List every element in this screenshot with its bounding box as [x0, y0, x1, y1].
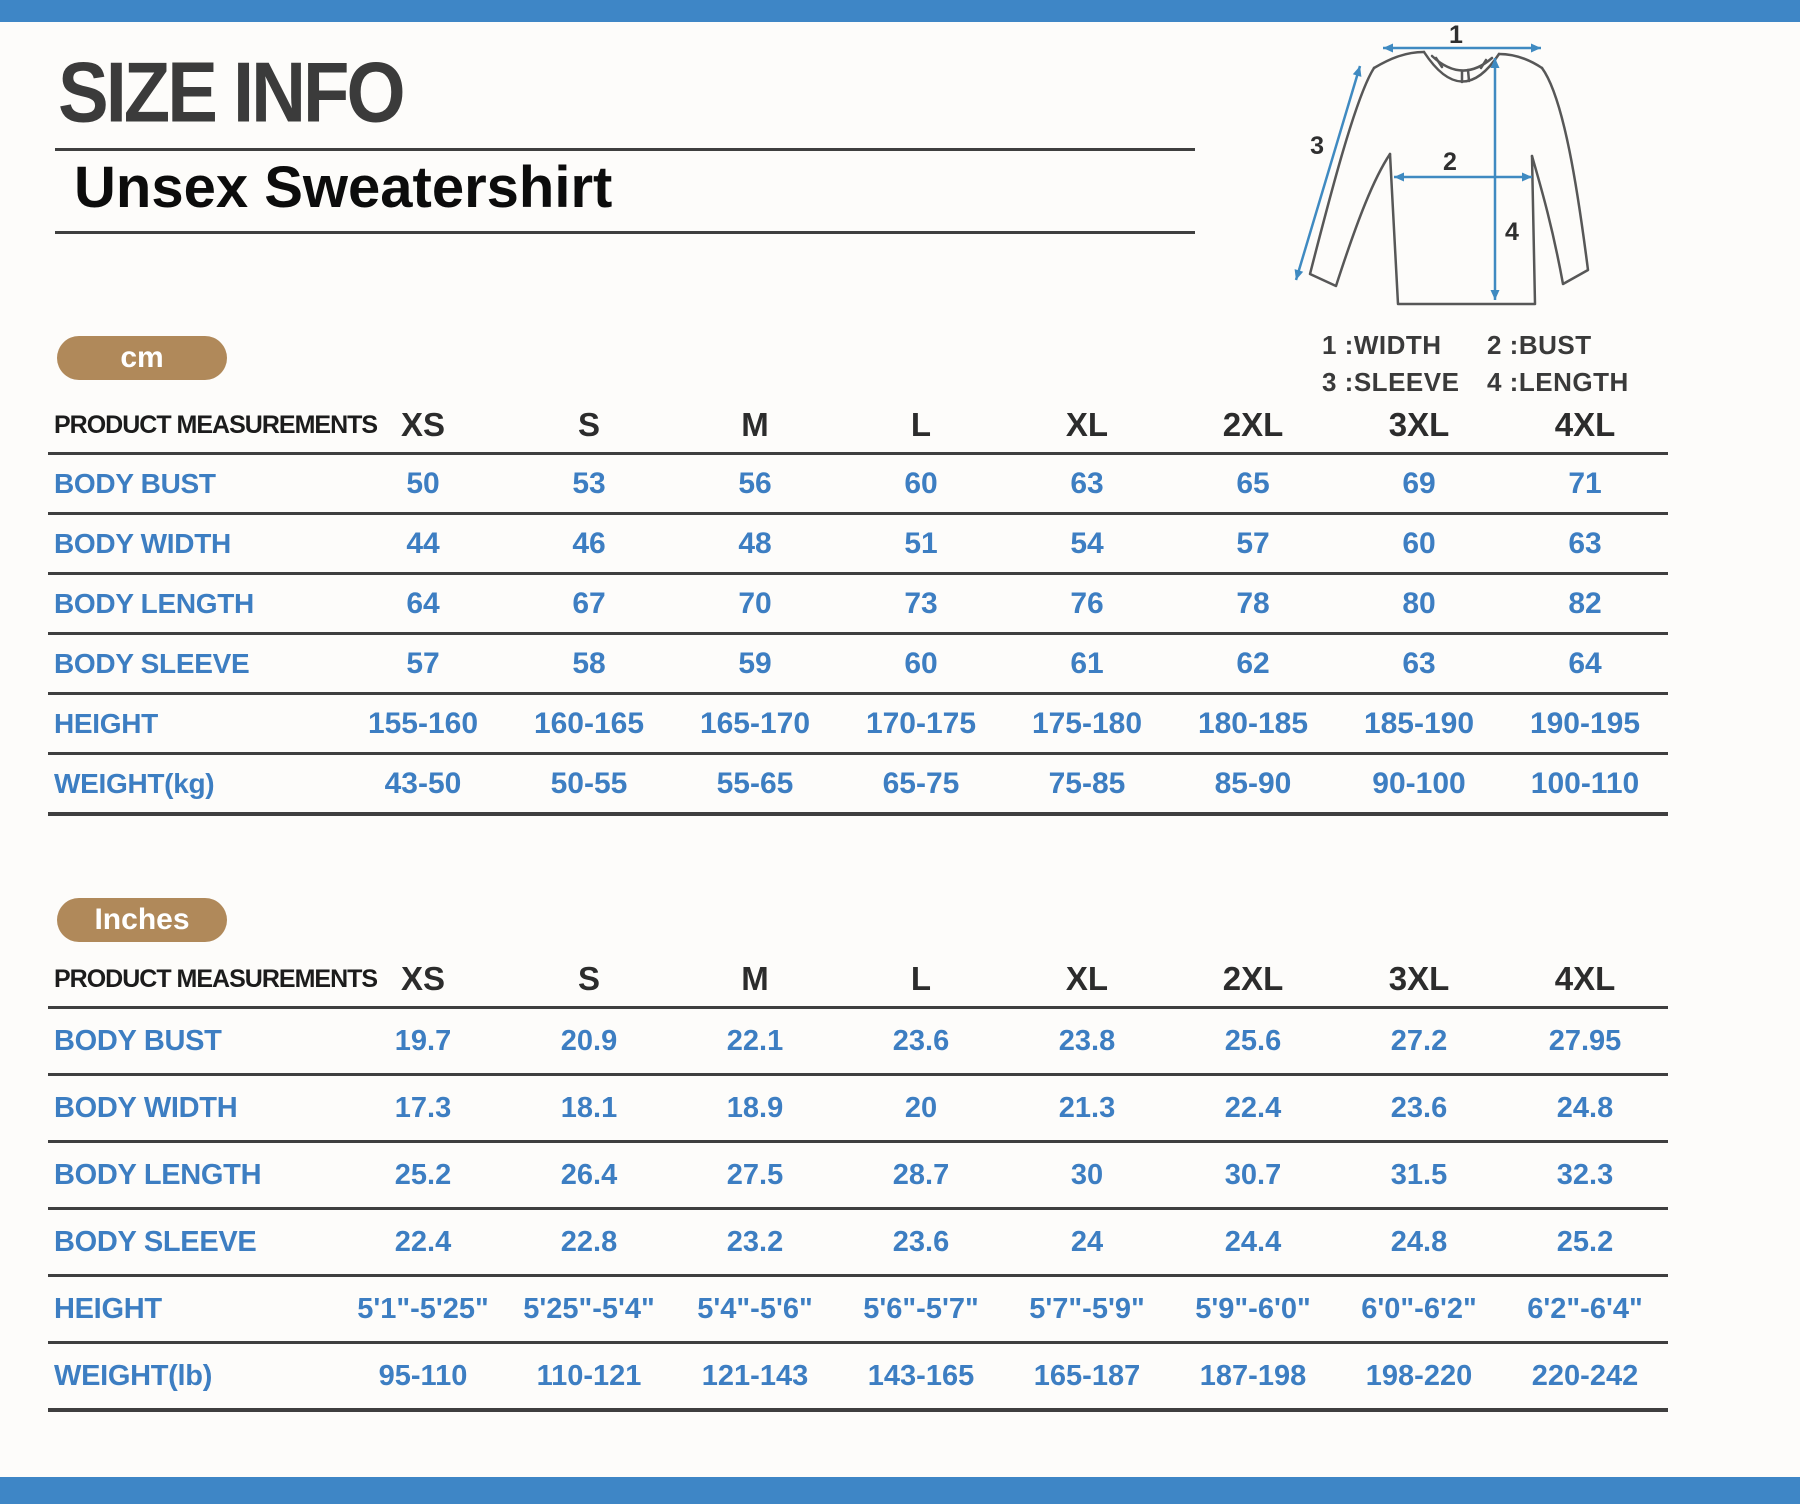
value-cell: 50-55 — [506, 754, 672, 815]
value-cell: 61 — [1004, 634, 1170, 694]
value-cell: 28.7 — [838, 1142, 1004, 1209]
row-label: BODY WIDTH — [48, 1075, 340, 1142]
value-cell: 62 — [1170, 634, 1336, 694]
value-cell: 46 — [506, 514, 672, 574]
value-cell: 63 — [1004, 454, 1170, 514]
value-cell: 25.6 — [1170, 1008, 1336, 1075]
value-cell: 27.5 — [672, 1142, 838, 1209]
value-cell: 5'7"-5'9" — [1004, 1276, 1170, 1343]
value-cell: 27.2 — [1336, 1008, 1502, 1075]
value-cell: 27.95 — [1502, 1008, 1668, 1075]
value-cell: 5'6"-5'7" — [838, 1276, 1004, 1343]
value-cell: 110-121 — [506, 1343, 672, 1411]
value-cell: 25.2 — [340, 1142, 506, 1209]
size-column-header: L — [838, 952, 1004, 1008]
size-column-header: XL — [1004, 398, 1170, 454]
value-cell: 80 — [1336, 574, 1502, 634]
size-column-header: 4XL — [1502, 398, 1668, 454]
value-cell: 50 — [340, 454, 506, 514]
size-column-header: XS — [340, 398, 506, 454]
value-cell: 65 — [1170, 454, 1336, 514]
row-label: BODY LENGTH — [48, 574, 340, 634]
value-cell: 24 — [1004, 1209, 1170, 1276]
value-cell: 170-175 — [838, 694, 1004, 754]
value-cell: 22.4 — [1170, 1075, 1336, 1142]
value-cell: 32.3 — [1502, 1142, 1668, 1209]
value-cell: 5'25"-5'4" — [506, 1276, 672, 1343]
size-column-header: 3XL — [1336, 398, 1502, 454]
inches-size-table — [48, 952, 1668, 1412]
value-cell: 165-187 — [1004, 1343, 1170, 1411]
measurement-row — [48, 1075, 1668, 1142]
header-row — [48, 952, 1668, 1008]
value-cell: 43-50 — [340, 754, 506, 815]
value-cell: 55-65 — [672, 754, 838, 815]
value-cell: 78 — [1170, 574, 1336, 634]
measurement-row — [48, 694, 1668, 754]
value-cell: 82 — [1502, 574, 1668, 634]
value-cell: 31.5 — [1336, 1142, 1502, 1209]
row-label: BODY BUST — [48, 454, 340, 514]
legend-item: 4 :LENGTH — [1487, 367, 1629, 397]
value-cell: 73 — [838, 574, 1004, 634]
value-cell: 23.2 — [672, 1209, 838, 1276]
value-cell: 22.4 — [340, 1209, 506, 1276]
value-cell: 64 — [1502, 634, 1668, 694]
bottom-accent-bar — [0, 1477, 1800, 1504]
value-cell: 180-185 — [1170, 694, 1336, 754]
value-cell: 60 — [838, 454, 1004, 514]
value-cell: 5'4"-5'6" — [672, 1276, 838, 1343]
value-cell: 59 — [672, 634, 838, 694]
value-cell: 57 — [340, 634, 506, 694]
row-label: BODY BUST — [48, 1008, 340, 1075]
size-column-header: M — [672, 952, 838, 1008]
value-cell: 23.6 — [1336, 1075, 1502, 1142]
row-label: HEIGHT — [48, 1276, 340, 1343]
value-cell: 18.1 — [506, 1075, 672, 1142]
value-cell: 20 — [838, 1075, 1004, 1142]
value-cell: 58 — [506, 634, 672, 694]
unit-badge-inches: Inches — [57, 898, 227, 942]
measurement-row — [48, 1142, 1668, 1209]
value-cell: 54 — [1004, 514, 1170, 574]
value-cell: 100-110 — [1502, 754, 1668, 815]
value-cell: 165-170 — [672, 694, 838, 754]
measurement-row — [48, 1343, 1668, 1411]
value-cell: 30 — [1004, 1142, 1170, 1209]
sweatshirt-line-art — [1286, 22, 1616, 332]
value-cell: 6'0"-6'2" — [1336, 1276, 1502, 1343]
value-cell: 187-198 — [1170, 1343, 1336, 1411]
value-cell: 18.9 — [672, 1075, 838, 1142]
value-cell: 44 — [340, 514, 506, 574]
value-cell: 190-195 — [1502, 694, 1668, 754]
value-cell: 48 — [672, 514, 838, 574]
value-cell: 220-242 — [1502, 1343, 1668, 1411]
collar-rib-tick — [1468, 70, 1469, 81]
size-column-header: S — [506, 398, 672, 454]
sleeve-arrow — [1295, 66, 1362, 280]
value-cell: 24.4 — [1170, 1209, 1336, 1276]
row-label: WEIGHT(kg) — [48, 754, 340, 815]
value-cell: 85-90 — [1170, 754, 1336, 815]
size-column-header: XS — [340, 952, 506, 1008]
value-cell: 198-220 — [1336, 1343, 1502, 1411]
value-cell: 160-165 — [506, 694, 672, 754]
size-column-header: L — [838, 398, 1004, 454]
divider-line — [55, 231, 1195, 234]
value-cell: 95-110 — [340, 1343, 506, 1411]
cm-size-table — [48, 398, 1668, 816]
value-cell: 5'9"-6'0" — [1170, 1276, 1336, 1343]
value-cell: 23.6 — [838, 1209, 1004, 1276]
value-cell: 21.3 — [1004, 1075, 1170, 1142]
diagram-legend — [1322, 330, 1629, 398]
value-cell: 24.8 — [1502, 1075, 1668, 1142]
value-cell: 155-160 — [340, 694, 506, 754]
value-cell: 63 — [1502, 514, 1668, 574]
measurement-row — [48, 1276, 1668, 1343]
row-label: BODY SLEEVE — [48, 634, 340, 694]
value-cell: 57 — [1170, 514, 1336, 574]
length-arrow-label: 4 — [1505, 218, 1519, 246]
value-cell: 143-165 — [838, 1343, 1004, 1411]
value-cell: 20.9 — [506, 1008, 672, 1075]
bust-arrow — [1394, 148, 1532, 182]
measurement-row — [48, 1008, 1668, 1075]
size-column-header: 2XL — [1170, 952, 1336, 1008]
value-cell: 65-75 — [838, 754, 1004, 815]
value-cell: 23.8 — [1004, 1008, 1170, 1075]
length-arrow — [1491, 58, 1520, 300]
size-column-header: 4XL — [1502, 952, 1668, 1008]
size-column-header: M — [672, 398, 838, 454]
header-row — [48, 398, 1668, 454]
bust-arrow-label: 2 — [1443, 148, 1457, 176]
value-cell: 70 — [672, 574, 838, 634]
value-cell: 53 — [506, 454, 672, 514]
size-column-header: 3XL — [1336, 952, 1502, 1008]
value-cell: 60 — [838, 634, 1004, 694]
value-cell: 75-85 — [1004, 754, 1170, 815]
legend-item: 1 :WIDTH — [1322, 330, 1442, 360]
unit-badge-cm: cm — [57, 336, 227, 380]
measurement-row — [48, 1209, 1668, 1276]
value-cell: 60 — [1336, 514, 1502, 574]
value-cell: 71 — [1502, 454, 1668, 514]
width-arrow-label: 1 — [1449, 22, 1463, 49]
value-cell: 121-143 — [672, 1343, 838, 1411]
value-cell: 26.4 — [506, 1142, 672, 1209]
value-cell: 6'2"-6'4" — [1502, 1276, 1668, 1343]
value-cell: 22.1 — [672, 1008, 838, 1075]
value-cell: 56 — [672, 454, 838, 514]
measurement-row — [48, 634, 1668, 694]
value-cell: 19.7 — [340, 1008, 506, 1075]
legend-item: 3 :SLEEVE — [1322, 367, 1460, 397]
measurement-row — [48, 454, 1668, 514]
product-name: Unsex Sweatershirt — [74, 155, 613, 220]
value-cell: 17.3 — [340, 1075, 506, 1142]
value-cell: 90-100 — [1336, 754, 1502, 815]
value-cell: 24.8 — [1336, 1209, 1502, 1276]
right-sleeve — [1532, 68, 1588, 284]
value-cell: 67 — [506, 574, 672, 634]
value-cell: 175-180 — [1004, 694, 1170, 754]
measurement-row — [48, 514, 1668, 574]
size-column-header: XL — [1004, 952, 1170, 1008]
row-label: BODY WIDTH — [48, 514, 340, 574]
measurements-column-header: PRODUCT MEASUREMENTS — [48, 398, 340, 454]
value-cell: 25.2 — [1502, 1209, 1668, 1276]
value-cell: 63 — [1336, 634, 1502, 694]
value-cell: 30.7 — [1170, 1142, 1336, 1209]
row-label: BODY SLEEVE — [48, 1209, 340, 1276]
divider-line — [55, 148, 1195, 151]
width-arrow — [1383, 22, 1541, 53]
sweatshirt-measure-diagram — [1286, 22, 1616, 332]
measurement-row — [48, 754, 1668, 815]
size-column-header: 2XL — [1170, 398, 1336, 454]
size-column-header: S — [506, 952, 672, 1008]
top-accent-bar — [0, 0, 1800, 22]
measurements-column-header: PRODUCT MEASUREMENTS — [48, 952, 340, 1008]
value-cell: 185-190 — [1336, 694, 1502, 754]
value-cell: 76 — [1004, 574, 1170, 634]
value-cell: 23.6 — [838, 1008, 1004, 1075]
value-cell: 51 — [838, 514, 1004, 574]
sleeve-arrow-label: 3 — [1310, 132, 1324, 160]
row-label: BODY LENGTH — [48, 1142, 340, 1209]
row-label: WEIGHT(lb) — [48, 1343, 340, 1411]
row-label: HEIGHT — [48, 694, 340, 754]
value-cell: 5'1"-5'25" — [340, 1276, 506, 1343]
value-cell: 64 — [340, 574, 506, 634]
page-title: SIZE INFO — [58, 45, 403, 141]
value-cell: 22.8 — [506, 1209, 672, 1276]
value-cell: 69 — [1336, 454, 1502, 514]
legend-item: 2 :BUST — [1487, 330, 1592, 360]
measurement-row — [48, 574, 1668, 634]
